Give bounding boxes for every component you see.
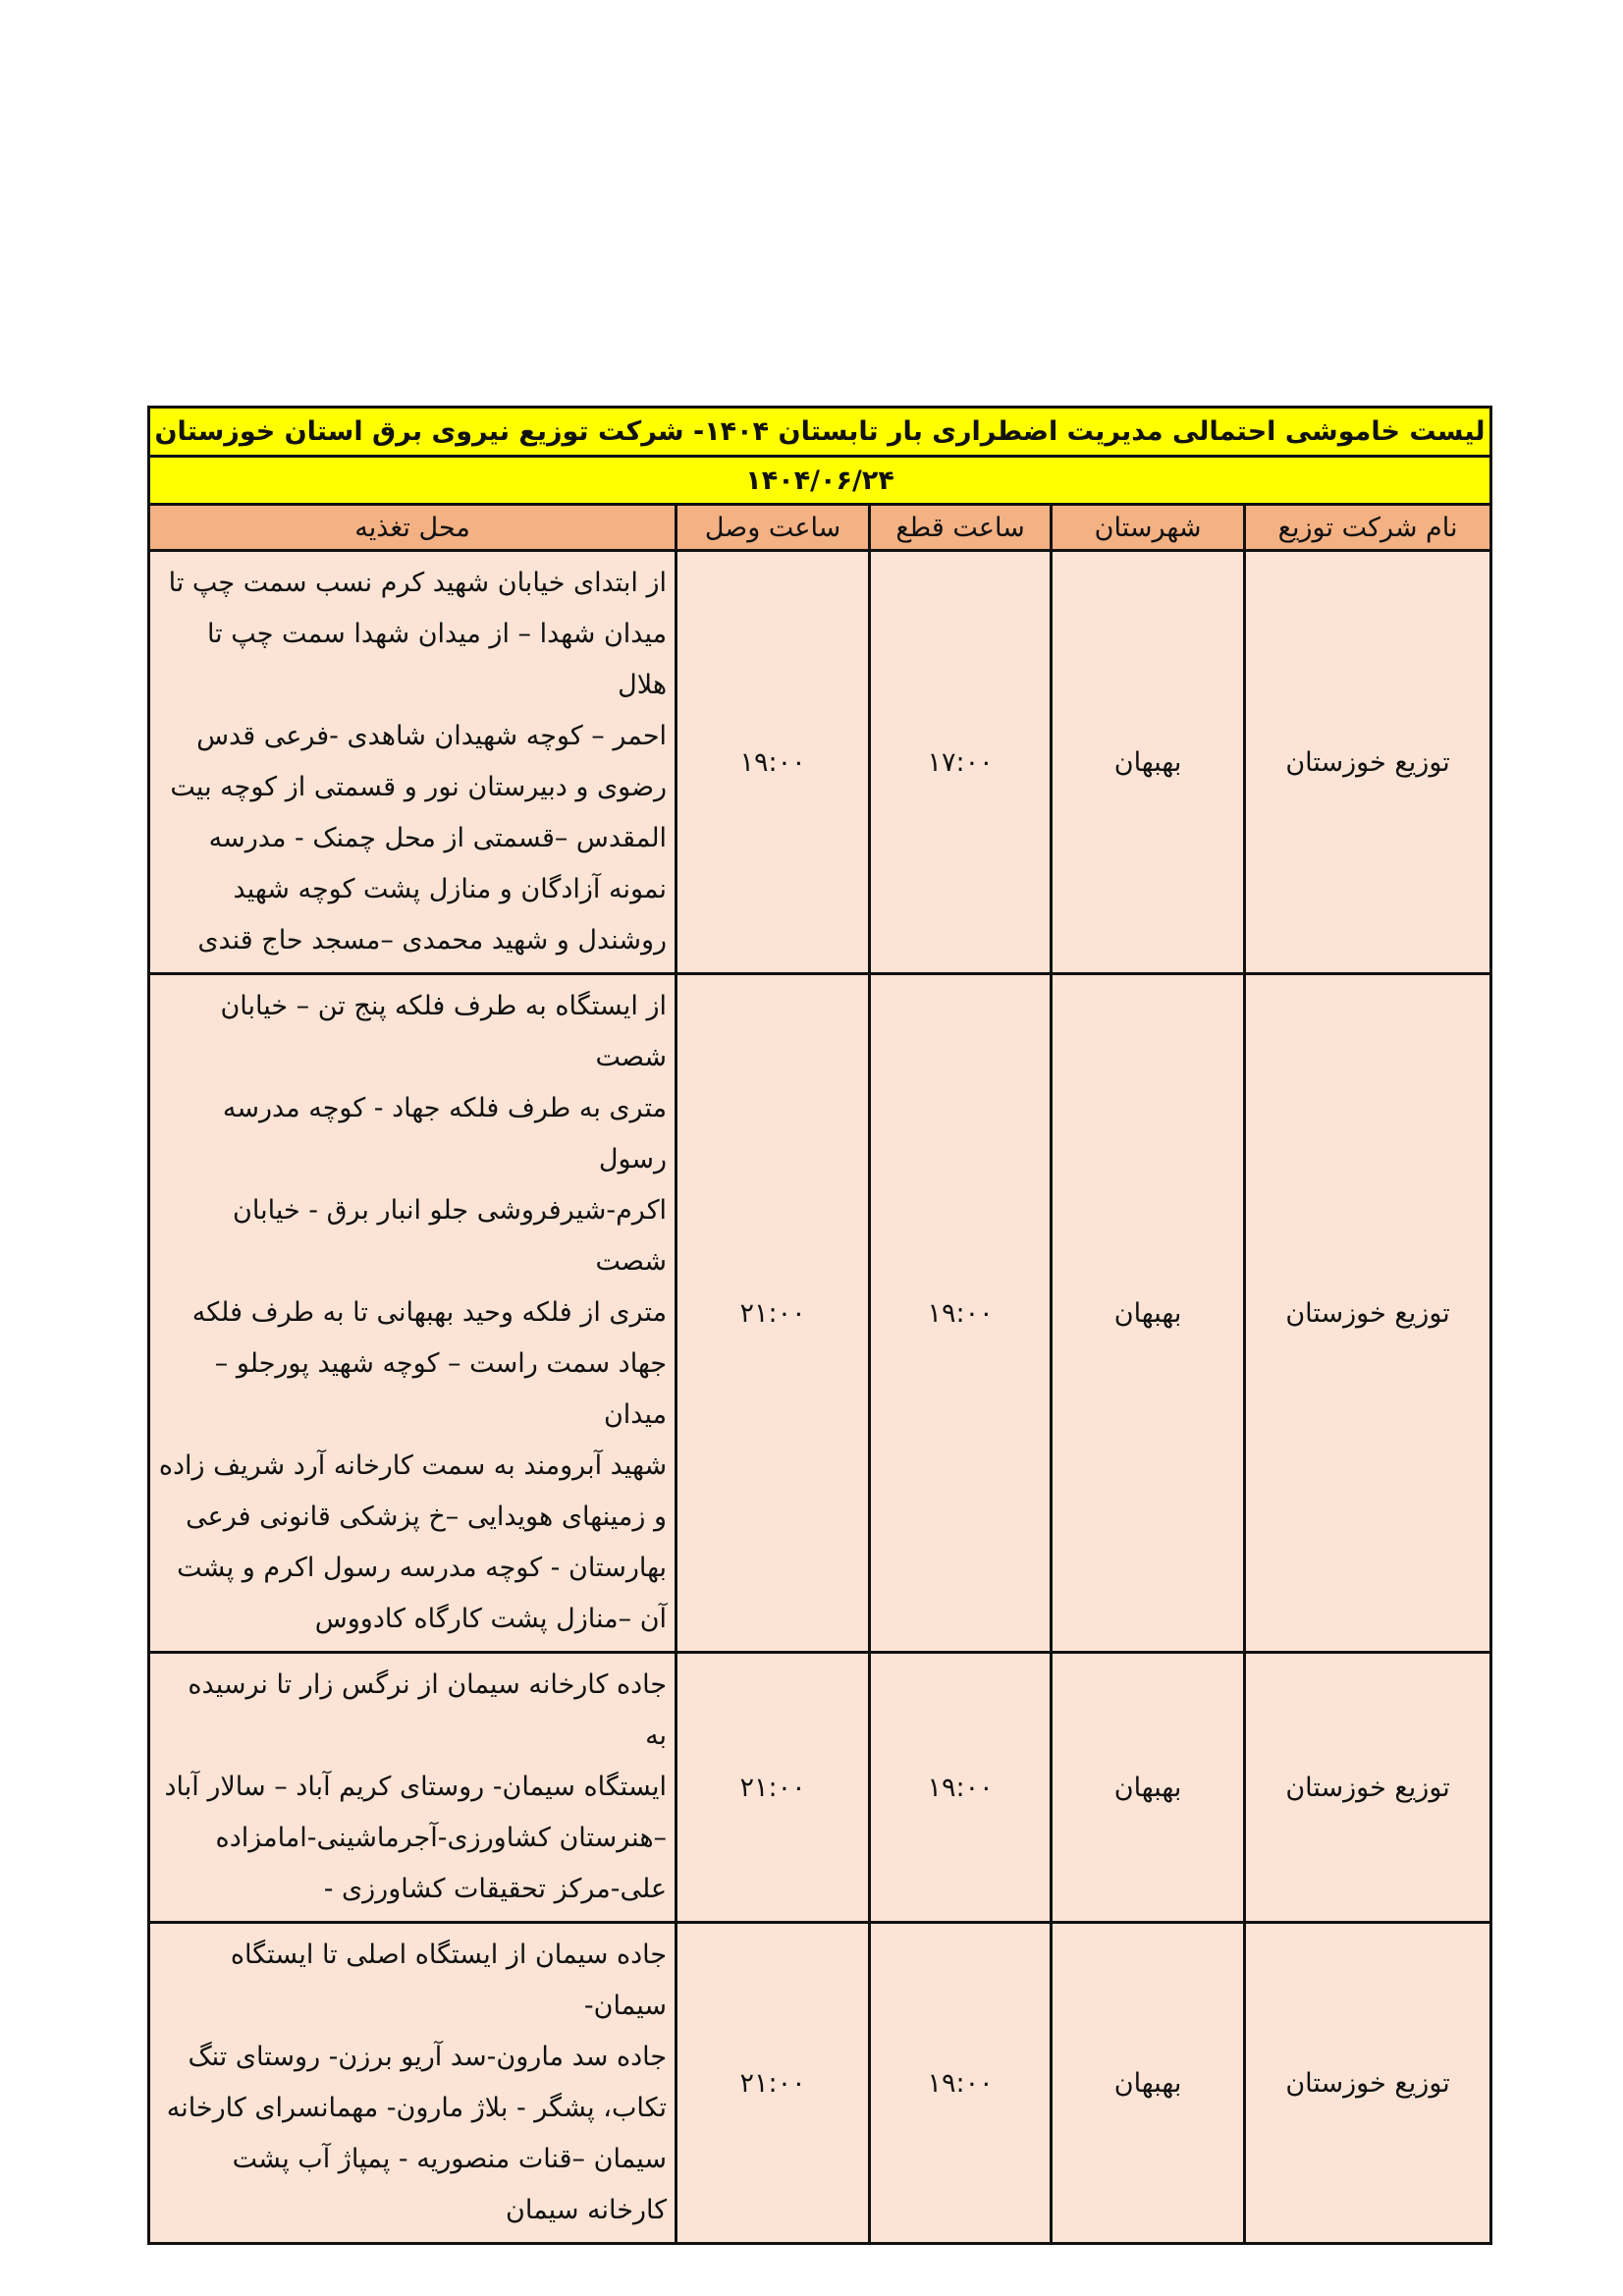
cell-city: بهبهان xyxy=(1052,1653,1245,1923)
cell-company: توزیع خوزستان xyxy=(1245,1653,1491,1923)
table-row xyxy=(149,974,1491,1653)
cell-city: بهبهان xyxy=(1052,551,1245,974)
title-row xyxy=(149,408,1491,457)
table-title: لیست خاموشی احتمالی مدیریت اضطراری بار تابستان ۱۴۰۴- شرکت توزیع نیروی برق استان خوزستان xyxy=(149,408,1491,457)
cell-cut-time: ۱۹:۰۰ xyxy=(870,1653,1052,1923)
header-location: محل تغذیه xyxy=(149,505,676,551)
date-row xyxy=(149,457,1491,505)
cell-cut-time: ۱۹:۰۰ xyxy=(870,1923,1052,2244)
schedule-date: ۱۴۰۴/۰۶/۲۴ xyxy=(149,457,1491,505)
cell-location: جاده سیمان از ایستگاه اصلی تا ایستگاه سیمان- جاده سد مارون-سد آریو برزن- روستای تنگ تکاب، پشگر - بلاژ مارون- مهمانسرای کارخانه سیمان –قنات منصوریه - پمپاژ آب پشت کارخانه سیمان xyxy=(149,1923,676,2244)
header-connect-time: ساعت وصل xyxy=(676,505,870,551)
header-row xyxy=(149,505,1491,551)
cell-connect-time: ۲۱:۰۰ xyxy=(676,1923,870,2244)
header-company: نام شرکت توزیع xyxy=(1245,505,1491,551)
blackout-schedule-table xyxy=(147,406,1492,2245)
cell-connect-time: ۱۹:۰۰ xyxy=(676,551,870,974)
cell-connect-time: ۲۱:۰۰ xyxy=(676,1653,870,1923)
cell-company: توزیع خوزستان xyxy=(1245,551,1491,974)
cell-cut-time: ۱۹:۰۰ xyxy=(870,974,1052,1653)
table-row xyxy=(149,551,1491,974)
cell-connect-time: ۲۱:۰۰ xyxy=(676,974,870,1653)
table-row xyxy=(149,1653,1491,1923)
header-cut-time: ساعت قطع xyxy=(870,505,1052,551)
cell-location: جاده کارخانه سیمان از نرگس زار تا نرسیده به ایستگاه سیمان- روستای کریم آباد – سالار آباد –هنرستان کشاورزی-آجرماشینی-امامزاده علی-مرکز تحقیقات کشاورزی - xyxy=(149,1653,676,1923)
cell-company: توزیع خوزستان xyxy=(1245,1923,1491,2244)
table-row xyxy=(149,1923,1491,2244)
cell-city: بهبهان xyxy=(1052,974,1245,1653)
header-city: شهرستان xyxy=(1052,505,1245,551)
cell-location: از ابتدای خیابان شهید کرم نسب سمت چپ تا میدان شهدا – از میدان شهدا سمت چپ تا هلال احمر – کوچه شهیدان شاهدی -فرعی قدس رضوی و دبیرستان نور و قسمتی از کوچه بیت المقدس –قسمتی از محل چمنک - مدرسه نمونه آزادگان و منازل پشت کوچه شهید روشندل و شهید محمدی –مسجد حاج قندی xyxy=(149,551,676,974)
cell-location: از ایستگاه به طرف فلکه پنج تن – خیابان شصت متری به طرف فلکه جهاد - کوچه مدرسه رسول اکرم-شیرفروشی جلو انبار برق - خیابان شصت متری از فلکه وحید بهبهانی تا به طرف فلکه جهاد سمت راست – کوچه شهید پورجلو –میدان شهید آبرومند به سمت کارخانه آرد شریف زاده و زمینهای هویدایی –خ پزشکی قانونی فرعی بهارستان - کوچه مدرسه رسول اکرم و پشت آن –منازل پشت کارگاه کادووس xyxy=(149,974,676,1653)
cell-city: بهبهان xyxy=(1052,1923,1245,2244)
cell-company: توزیع خوزستان xyxy=(1245,974,1491,1653)
cell-cut-time: ۱۷:۰۰ xyxy=(870,551,1052,974)
